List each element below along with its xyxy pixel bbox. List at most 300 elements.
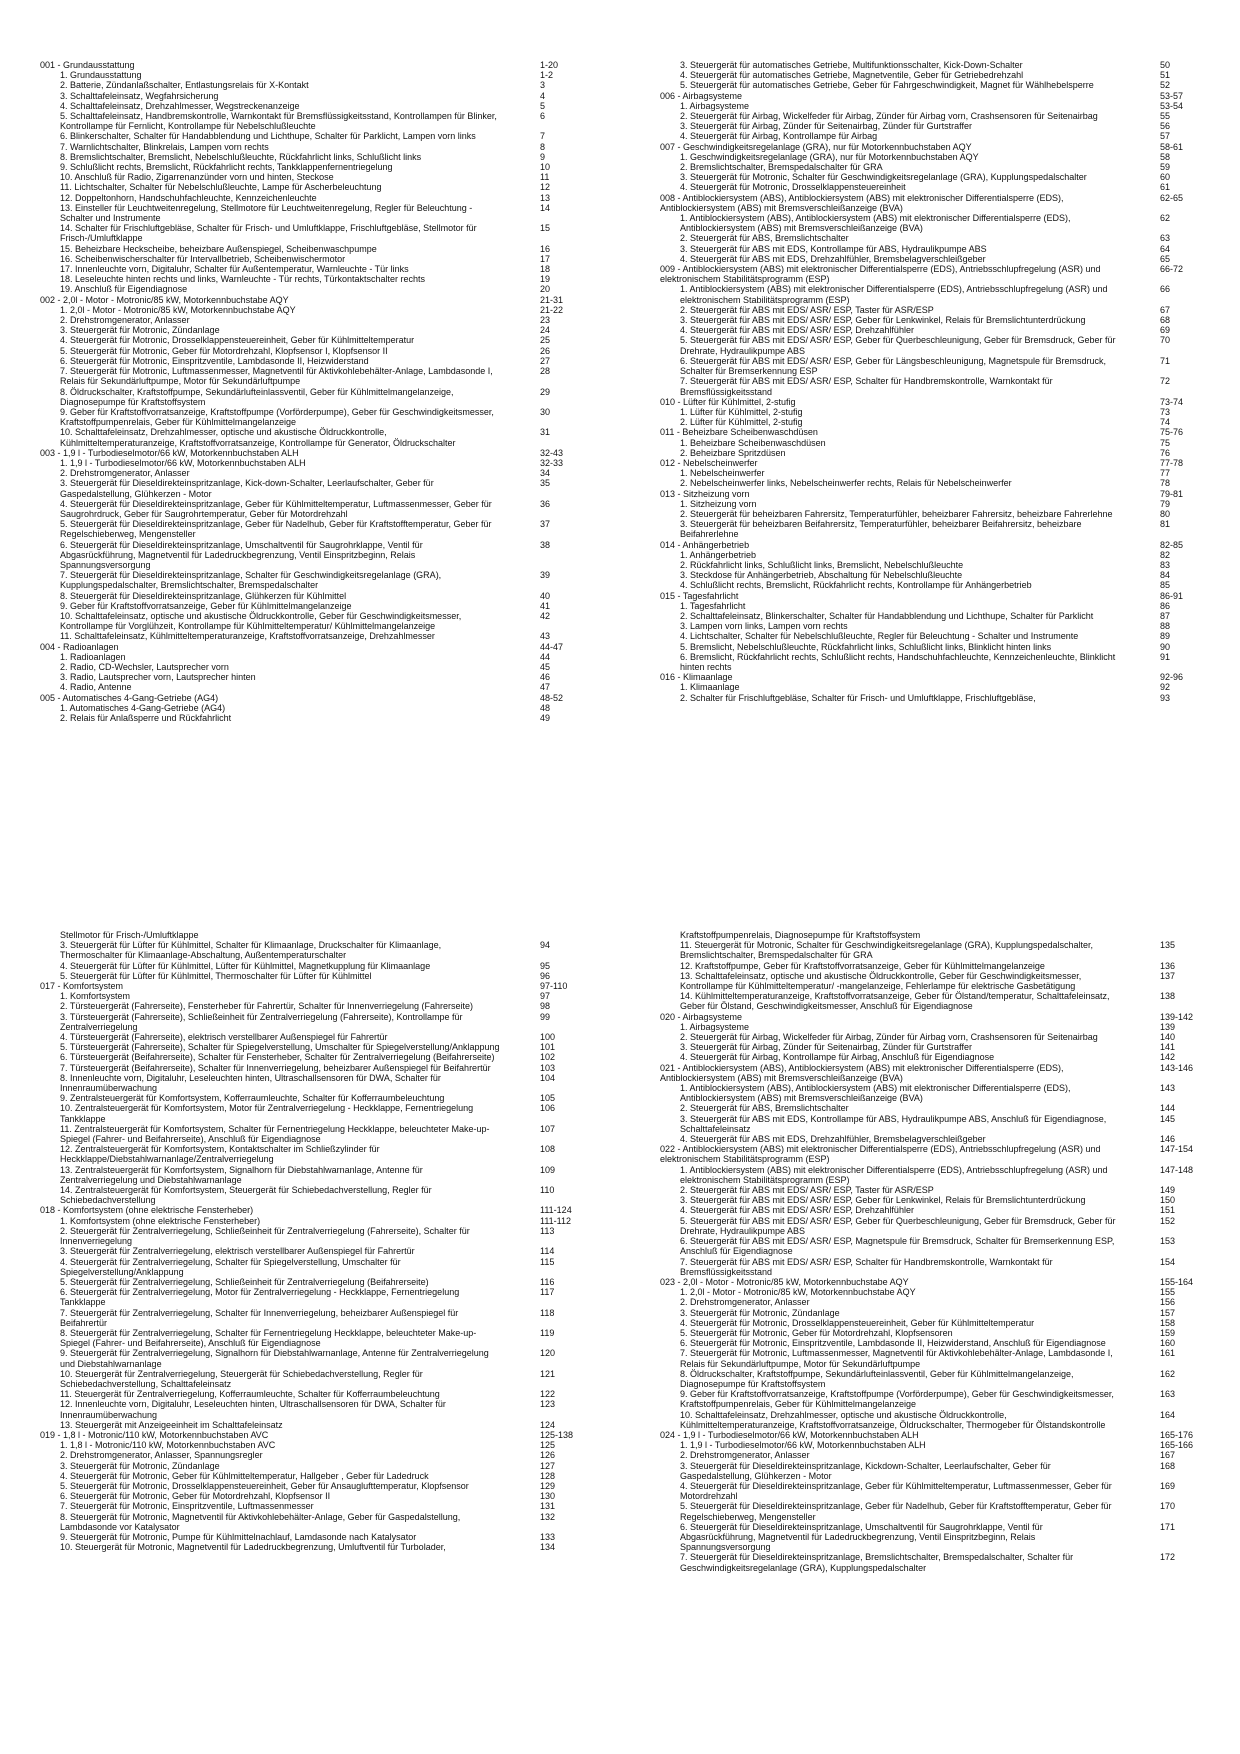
toc-entry-title: 022 - Antiblockiersystem (ABS) mit elektronischer Differentialsperre (EDS), Antriebsschlupfregelung (ASR) und elektronischem Stabilitätsprogramm (ESP) [660, 1144, 1101, 1165]
toc-entry-pages: 171 [1160, 1521, 1176, 1532]
toc-entry-title: 9. Steuergerät für Zentralverriegelung, Signalhorn für Diebstahlwarnanlage, Antenne für Zentralverriegelung und Diebstahlwarnanlage [60, 1348, 489, 1369]
toc-entry-title: 13. Zentralsteuergerät für Komfortsystem, Signalhorn für Diebstahlwarnanlage, Antenne für Zentralverriegelung und Diebstahlwarnanlage [60, 1164, 423, 1185]
toc-entry-title: 1. 2,0l - Motor - Motronic/85 kW, Motorkennbuchstabe AQY [60, 304, 296, 315]
toc-section [660, 458, 1200, 468]
toc-entry [660, 233, 1200, 243]
toc-entry-pages: 61 [1160, 182, 1171, 193]
toc-entry-title: 2. Radio, CD-Wechsler, Lautsprecher vorn [60, 661, 229, 672]
toc-entry-pages: 165-166 [1160, 1440, 1194, 1451]
toc-entry-pages: 27 [540, 355, 551, 366]
toc-entry-title: 3. Steuergerät für Motronic, Zündanlage [60, 325, 220, 336]
toc-entry-title: 2. Drehstromgenerator, Anlasser [60, 315, 190, 326]
toc-entry-title: 8. Steuergerät für Dieseldirekteinspritzanlage, Glühkerzen für Kühlmittel [60, 590, 347, 601]
toc-entry-pages: 130 [540, 1491, 556, 1502]
toc-entry-title: 020 - Airbagsysteme [660, 1011, 743, 1022]
toc-entry-pages: 117 [540, 1287, 555, 1298]
toc-entry [660, 621, 1200, 631]
toc-entry-title: 12. Kraftstoffpumpe, Geber für Kraftstoffvorratsanzeige, Geber für Kühlmittelmangelanzeige [680, 960, 1045, 971]
toc-entry [660, 560, 1200, 570]
toc-entry-title: 8. Bremslichtschalter, Bremslicht, Nebelschlußleuchte, Rückfahrlicht links, Schlußlicht links [60, 151, 422, 162]
toc-entry-pages: 75-76 [1160, 427, 1184, 438]
toc-entry [40, 80, 580, 90]
toc-section [660, 193, 1200, 213]
toc-entry-pages: 111-124 [540, 1205, 572, 1216]
toc-entry-pages: 15 [540, 223, 551, 234]
toc-entry-title: 021 - Antiblockiersystem (ABS), Antiblockiersystem (ABS) mit elektronischer Differentialsperre (EDS), Antiblockiersystem (ABS) mit Bremsverschleißanzeige (BVA) [660, 1062, 1064, 1083]
toc-entry-pages: 73 [1160, 406, 1171, 417]
toc-entry [40, 1461, 580, 1471]
toc-entry-title: 011 - Beheizbare Scheibenwaschdüsen [660, 427, 818, 438]
toc-entry-title: 5. Steuergerät für Zentralverriegelung, Schließeinheit für Zentralverriegelung (Beifahrerseite) [60, 1276, 429, 1287]
toc-entry-pages: 146 [1160, 1134, 1176, 1145]
toc-entry-title: 3. Schalttafeleinsatz, Wegfahrsicherung [60, 90, 219, 101]
toc-entry-pages: 125-138 [540, 1429, 574, 1440]
toc-section [660, 264, 1200, 284]
toc-entry-pages: 167 [1160, 1450, 1176, 1461]
toc-entry [40, 1440, 580, 1450]
toc-entry-pages: 46 [540, 672, 551, 683]
toc-entry-pages: 29 [540, 386, 551, 397]
toc-entry-title: 15. Beheizbare Heckscheibe, beheizbare Außenspiegel, Scheibenwaschpumpe [60, 243, 377, 254]
toc-entry [660, 468, 1200, 478]
toc-entry [40, 346, 580, 356]
toc-entry-pages: 21-31 [540, 294, 564, 305]
toc-entry-title: 7. Steuergerät für Motronic, Luftmassenmesser, Magnetventil für Aktivkohlebehälter-Anlage, Lambdasonde I, Relais für Sekundärluftpumpe, Motor für Sekundärluftpumpe [680, 1348, 1113, 1369]
toc-entry-pages: 160 [1160, 1338, 1176, 1349]
toc-entry-pages: 66-72 [1160, 264, 1184, 275]
toc-entry-title: 1. Komfortsystem (ohne elektrische Fensterheber) [60, 1215, 261, 1226]
toc-entry-title: 9. Geber für Kraftstoffvorratsanzeige, Kraftstoffpumpe (Vorförderpumpe), Geber für Geschwindigkeitsmesser, Kraftstoffpumpenrelais, Geber für Kühlmittelmangelanzeige [60, 406, 494, 428]
toc-entry-pages: 37 [540, 519, 551, 530]
toc-entry [40, 1542, 580, 1552]
toc-entry [660, 254, 1200, 264]
toc-entry-pages: 82-85 [1160, 539, 1184, 550]
toc-section [660, 427, 1200, 437]
toc-entry-title: 002 - 2,0l - Motor - Motronic/85 kW, Motorkennbuchstabe AQY [40, 294, 289, 305]
toc-section [40, 295, 580, 305]
toc-entry-pages: 157 [1160, 1307, 1176, 1318]
toc-entry [660, 1552, 1200, 1572]
toc-entry-title: 008 - Antiblockiersystem (ABS), Antiblockiersystem (ABS) mit elektronischer Differentialsperre (EDS), Antiblockiersystem (ABS) mit Bremsverschleißanzeige (BVA) [660, 192, 1064, 213]
toc-entry-title: 4. Steuergerät für Dieseldirekteinspritzanlage, Geber für Kühlmitteltemperatur, Luftmassenmesser, Geber für Motordrehzahl [680, 1480, 1112, 1502]
toc-entry-title: 9. Steuergerät für Motronic, Pumpe für Kühlmittelnachlauf, Lamdasonde nach Katalysator [60, 1531, 417, 1542]
toc-entry-title: 4. Steuergerät für Motronic, Drosselklappensteuereinheit [680, 182, 906, 193]
toc-entry [660, 111, 1200, 121]
toc-entry-title: 4. Steuergerät für ABS mit EDS/ ASR/ ESP, Drehzahlfühler [680, 325, 914, 336]
toc-entry-pages: 135 [1160, 940, 1176, 951]
toc-entry-pages: 20 [540, 284, 551, 295]
toc-entry-title: 9. Geber für Kraftstoffvorratsanzeige, Geber für Kühlmittelmangelanzeige [60, 600, 352, 611]
toc-entry-title: 13. Schalttafeleinsatz, optische und akustische Öldruckkontrolle, Geber für Geschwindigkeitsmesser, Kontrollampe für Kühlmitteltemperatur/ -mangelanzeige, Fehlerlampe für elektrische Gasbetätigung [680, 970, 1082, 992]
toc-entry-title: 4. Steuergerät für automatisches Getriebe, Magnetventile, Geber für Getriebedrehzahl [680, 70, 1024, 81]
toc-entry-pages: 74 [1160, 417, 1171, 428]
toc-entry [660, 693, 1200, 703]
toc-entry-title: 1. 1,9 l - Turbodieselmotor/66 kW, Motorkennbuchstaben ALH [680, 1440, 926, 1451]
toc-entry [40, 1063, 580, 1073]
toc-entry-title: 6. Steuergerät für Dieseldirekteinspritzanlage, Umschaltventil für Saugrohrklappe, Ventil für Abgasrückführung, Magnetventil für Ladedruckbegrenzung, Ventil Einspritzbeginn, Relais Spannungsversorgung [60, 539, 423, 570]
toc-entry-pages: 79-81 [1160, 488, 1184, 499]
toc-entry-pages: 125 [540, 1440, 556, 1451]
toc-entry-pages: 149 [1160, 1185, 1176, 1196]
toc-entry-pages: 102 [540, 1052, 556, 1063]
toc-entry-pages: 155 [1160, 1287, 1176, 1298]
toc-entry-pages: 34 [540, 468, 551, 479]
toc-entry [40, 1144, 580, 1164]
toc-entry [660, 1389, 1200, 1409]
toc-entry [660, 1114, 1200, 1134]
toc-entry [660, 172, 1200, 182]
toc-entry-pages: 141 [1160, 1042, 1176, 1053]
toc-entry-title: 2. Steuergerät für Airbag, Wickelfeder für Airbag, Zünder für Airbag vorn, Crashsensoren für Seitenairbag [680, 111, 1098, 122]
toc-entry-title: 8. Innenleuchte vorn, Digitaluhr, Leseleuchten hinten, Ultraschallsensoren für DWA, Schalter für Innenraumüberwachung [60, 1072, 441, 1094]
toc-entry-title: 3. Steuergerät für Zentralverriegelung, elektrisch verstellbarer Außenspiegel für Fahrertür [60, 1246, 415, 1257]
toc-entry-title: 2. Batterie, Zündanlaßschalter, Entlastungsrelais für X-Kontakt [60, 80, 309, 91]
toc-entry-title: 6. Steuergerät für ABS mit EDS/ ASR/ ESP, Geber für Längsbeschleunigung, Magnetspule für Bremsdruck, Schalter für Bremserkennung ESP [680, 355, 1107, 377]
toc-entry [40, 540, 580, 571]
toc-entry [40, 971, 580, 981]
toc-entry-pages: 172 [1160, 1552, 1176, 1563]
toc-entry-title: 13. Steuergerät mit Anzeigeeinheit im Schalttafeleinsatz [60, 1419, 283, 1430]
toc-entry-title: 10. Steuergerät für Motronic, Magnetventil für Ladedruckbegrenzung, Umluftventil für Turbolader, [60, 1542, 446, 1553]
toc-entry-pages: 78 [1160, 478, 1171, 489]
toc-section [660, 672, 1200, 682]
toc-entry-title: 4. Steuergerät für Motronic, Drosselklappensteuereinheit, Geber für Kühlmitteltemperatur [680, 1317, 1035, 1328]
toc-entry [40, 1277, 580, 1287]
toc-entry [660, 1052, 1200, 1062]
toc-entry-pages: 19 [540, 274, 551, 285]
toc-entry [40, 335, 580, 345]
toc-entry [40, 1052, 580, 1062]
toc-entry [660, 1481, 1200, 1501]
toc-entry-pages: 147-148 [1160, 1164, 1194, 1175]
toc-entry [40, 101, 580, 111]
toc-entry [40, 1001, 580, 1011]
toc-entry-pages: 116 [540, 1276, 555, 1287]
toc-entry [40, 1532, 580, 1542]
toc-entry-title: 2. Nebelscheinwerfer links, Nebelscheinwerfer rechts, Relais für Nebelscheinwerfer [680, 478, 1012, 489]
toc-entry-title: 2. Steuergerät für Zentralverriegelung, Schließeinheit für Zentralverriegelung (Fahrerseite), Schalter für Innenverriegelung [60, 1225, 470, 1247]
toc-entry-title: 4. Steuergerät für ABS mit EDS, Drehzahlfühler, Bremsbelagverschleißgeber [680, 253, 986, 264]
toc-entry-title: 14. Schalter für Frischluftgebläse, Schalter für Frisch- und Umluftklappe, Frischluftgebläse, Stellmotor für Frisch-/Umluftklappe [60, 223, 477, 244]
toc-entry-pages: 48-52 [540, 692, 564, 703]
toc-entry-title: 10. Steuergerät für Zentralverriegelung, Steuergerät für Schiebedachverstellung, Regler für Schiebedachverstellung, Schalttafeleinsatz [60, 1368, 423, 1389]
toc-entry-title: 2. Steuergerät für ABS, Bremslichtschalter [680, 1103, 849, 1114]
toc-section [660, 591, 1200, 601]
toc-entry-pages: 40 [540, 590, 551, 601]
toc-entry-pages: 65 [1160, 253, 1171, 264]
toc-entry-pages: 154 [1160, 1256, 1176, 1267]
toc-entry-pages: 101 [540, 1042, 556, 1053]
toc-entry-title: 010 - Lüfter für Kühlmittel, 2-stufig [660, 396, 796, 407]
toc-section [40, 1205, 580, 1215]
toc-entry [660, 1328, 1200, 1338]
toc-entry-pages: 1-20 [540, 60, 559, 70]
toc-entry-pages: 53-54 [1160, 100, 1184, 111]
toc-entry [660, 315, 1200, 325]
toc-entry [40, 672, 580, 682]
toc-entry [660, 519, 1200, 539]
toc-entry [40, 1103, 580, 1123]
toc-entry [40, 254, 580, 264]
toc-entry-pages: 9 [540, 151, 546, 162]
toc-entry-title: 007 - Geschwindigkeitsregelanlage (GRA), nur für Motorkennbuchstaben AQY [660, 141, 972, 152]
toc-entry-title: 19. Anschluß für Eigendiagnose [60, 284, 188, 295]
toc-entry-title: 4. Schlußlicht rechts, Bremslicht, Rückfahrlicht rechts, Kontrollampe für Anhängerbetrieb [680, 580, 1032, 591]
toc-entry-title: 3. Steuergerät für Dieseldirekteinspritzanlage, Kick-down-Schalter, Leerlaufschalter, Geber für Gaspedalstellung, Glühkerzen - Motor [60, 478, 434, 499]
toc-entry-title: 2. Steuergerät für beheizbaren Fahrersitz, Temperaturfühler, beheizbarer Fahrersitz, beheizbare Fahrerlehne [680, 508, 1113, 519]
toc-entry-pages: 153 [1160, 1236, 1176, 1247]
toc-entry-title: 7. Warnlichtschalter, Blinkrelais, Lampen vorn rechts [60, 141, 269, 152]
toc-entry [660, 1165, 1200, 1185]
toc-entry-pages: 86-91 [1160, 590, 1184, 601]
toc-entry-pages: 38 [540, 539, 551, 550]
toc-entry [660, 325, 1200, 335]
toc-entry [40, 152, 580, 162]
toc-entry-title: 1. Airbagsysteme [680, 1021, 750, 1032]
toc-entry [660, 1338, 1200, 1348]
toc-entry-pages: 134 [540, 1542, 556, 1553]
toc-entry-pages: 56 [1160, 121, 1171, 132]
toc-section [660, 142, 1200, 152]
toc-entry-pages: 124 [540, 1419, 556, 1430]
toc-entry [40, 1257, 580, 1277]
toc-entry-pages: 12 [540, 182, 551, 193]
toc-entry-title: 7. Türsteuergerät (Beifahrerseite), Schalter für Innenverriegelung, beheizbarer Außenspiegel für Beifahrertür [60, 1062, 491, 1073]
toc-section [40, 1430, 580, 1440]
toc-entry-title: 2. Rückfahrlicht links, Schlußlicht links, Bremslicht, Nebelschlußleuchte [680, 559, 964, 570]
toc-entry [40, 961, 580, 971]
toc-entry-title: 018 - Komfortsystem (ohne elektrische Fensterheber) [40, 1205, 254, 1216]
toc-entry-pages: 58-61 [1160, 141, 1184, 152]
toc-entry-title: 11. Lichtschalter, Schalter für Nebelschlußleuchte, Lampe für Ascherbeleuchtung [60, 182, 382, 193]
toc-entry [660, 1216, 1200, 1236]
toc-entry-title: 4. Steuergerät für Lüfter für Kühlmittel, Lüfter für Kühlmittel, Magnetkupplung für Klimaanlage [60, 960, 431, 971]
toc-entry-title: 4. Steuergerät für ABS mit EDS/ ASR/ ESP, Drehzahlfühler [680, 1205, 914, 1216]
toc-entry-pages: 126 [540, 1450, 556, 1461]
toc-entry [660, 438, 1200, 448]
toc-entry-pages: 53-57 [1160, 90, 1184, 101]
toc-entry-title: 8. Steuergerät für Motronic, Magnetventil für Aktivkohlebehälter-Anlage, Geber für Gaspedalstellung, Lambdasonde vor Katalysator [60, 1511, 461, 1532]
toc-entry [660, 631, 1200, 641]
toc-entry-pages: 93 [1160, 692, 1171, 703]
toc-entry-pages: 73-74 [1160, 396, 1184, 407]
toc-entry-title: 4. Steuergerät für Airbag, Kontrollampe für Airbag, Anschluß für Eigendiagnose [680, 1052, 995, 1063]
toc-entry-title: 1. Antiblockiersystem (ABS), Antiblockiersystem (ABS) mit elektronischer Differentialsperre (EDS), Antiblockiersystem (ABS) mit Bremsverschleißanzeige (BVA) [680, 213, 1071, 234]
toc-entry-title: 009 - Antiblockiersystem (ABS) mit elektronischer Differentialsperre (EDS), Antriebsschlupfregelung (ASR) und elektronischem Stabilitätsprogramm (ESP) [660, 264, 1101, 285]
toc-section [660, 1012, 1200, 1022]
toc-entry [660, 305, 1200, 315]
toc-entry-title: 16. Scheibenwischerschalter für Intervallbetrieb, Scheibenwischermotor [60, 253, 346, 264]
toc-entry-title: 5. Steuergerät für Motronic, Geber für Motordrehzahl, Klopfsensor I, Klopfsensor II [60, 345, 388, 356]
toc-entry-pages: 96 [540, 970, 551, 981]
toc-entry-pages: 97-110 [540, 981, 568, 992]
toc-entry [40, 1348, 580, 1368]
toc-entry-pages: 170 [1160, 1501, 1176, 1512]
toc-entry-pages: 110 [540, 1185, 555, 1196]
toc-entry-title: 006 - Airbagsysteme [660, 90, 743, 101]
toc-entry-pages: 59 [1160, 162, 1171, 173]
toc-entry-title: 10. Anschluß für Radio, Zigarrenanzünder vorn und hinten, Steckose [60, 172, 334, 183]
toc-entry-title: 6. Blinkerschalter, Schalter für Handabblendung und Lichthupe, Schalter für Parklicht, Lampen vorn links [60, 131, 476, 142]
toc-entry [40, 601, 580, 611]
toc-entry-pages: 144 [1160, 1103, 1176, 1114]
toc-entry-pages: 76 [1160, 447, 1171, 458]
toc-entry-title: 1. Nebelscheinwerfer [680, 468, 765, 479]
toc-entry-title: 2. Steuergerät für Airbag, Wickelfeder für Airbag, Zünder für Airbag vorn, Crashsensoren für Seitenairbag [680, 1032, 1098, 1043]
toc-entry [40, 1481, 580, 1491]
toc-entry-pages: 119 [540, 1327, 555, 1338]
toc-entry-pages: 25 [540, 335, 551, 346]
toc-entry-pages: 52 [1160, 80, 1171, 91]
toc-entry [660, 971, 1200, 991]
toc-entry-pages: 6 [540, 111, 546, 122]
toc-entry [660, 335, 1200, 355]
toc-entry [660, 1287, 1200, 1297]
toc-entry-pages: 43 [540, 631, 551, 642]
toc-entry-title: 3. Steuergerät für ABS mit EDS, Kontrollampe für ABS, Hydraulikpumpe ABS [680, 243, 987, 254]
toc-entry-pages: 164 [1160, 1409, 1176, 1420]
toc-entry-title: 5. Steuergerät für Motronic, Geber für Motordrehzahl, Klopfsensoren [680, 1327, 953, 1338]
toc-entry [40, 131, 580, 141]
toc-entry [40, 315, 580, 325]
toc-section [660, 1063, 1200, 1083]
toc-entry-title: 1. Radioanlagen [60, 651, 126, 662]
toc-entry-title: 3. Steuergerät für ABS mit EDS/ ASR/ ESP, Geber für Lenkwinkel, Relais für Bremslichtunterdrückung [680, 315, 1086, 326]
toc-entry-pages: 16 [540, 243, 551, 254]
toc-entry-pages: 89 [1160, 631, 1171, 642]
toc-entry-title: 019 - 1,8 l - Motronic/110 kW, Motorkennbuchstaben AVC [40, 1429, 269, 1440]
toc-entry-pages: 48 [540, 702, 551, 713]
toc-entry [660, 611, 1200, 621]
toc-entry-pages: 133 [540, 1531, 556, 1542]
toc-entry [40, 172, 580, 182]
toc-entry [660, 1083, 1200, 1103]
toc-entry-title: 7. Steuergerät für ABS mit EDS/ ASR/ ESP, Schalter für Handbremskontrolle, Warnkontakt für Bremsflüssigkeitsstand [680, 1256, 1053, 1277]
toc-entry-pages: 105 [540, 1093, 556, 1104]
toc-entry-title: 023 - 2,0l - Motor - Motronic/85 kW, Motorkennbuchstabe AQY [660, 1276, 909, 1287]
toc-entry-title: 5. Bremslicht, Nebelschlußleuchte, Rückfahrlicht links, Schlußlicht links, Blinklicht hinten links [680, 641, 1052, 652]
toc-entry [660, 1195, 1200, 1205]
toc-entry-title: 012 - Nebelscheinwerfer [660, 457, 758, 468]
toc-entry-title: 10. Schalttafeleinsatz, Drehzahlmesser, optische und akustische Öldruckkontrolle, Kühlmitteltemperaturanzeige, Kraftstoffvorratsanzeige, Kontrollampe für Generator, Öldruckschalter [60, 427, 456, 448]
toc-entry [660, 601, 1200, 611]
toc-entry-pages: 60 [1160, 172, 1171, 183]
toc-entry-pages: 123 [540, 1399, 556, 1410]
toc-entry [40, 1471, 580, 1481]
toc-entry-pages: 83 [1160, 559, 1171, 570]
toc-entry-title: 4. Steuergerät für Dieseldirekteinspritzanlage, Geber für Kühlmitteltemperatur, Luftmassenmesser, Geber für Saugrohrdruck, Geber für Saugrohrtemperatur, Geber für Motordrehzahl [60, 498, 492, 519]
toc-entry [40, 274, 580, 284]
toc-entry-title: 5. Türsteuergerät (Fahrerseite), Schalter für Spiegelverstellung, Umschalter für Spiegelverstellung/Anklappung [60, 1042, 500, 1053]
toc-entry [660, 509, 1200, 519]
toc-entry [660, 1236, 1200, 1256]
toc-entry [660, 152, 1200, 162]
toc-entry [660, 642, 1200, 652]
toc-entry-pages: 136 [1160, 960, 1176, 971]
toc-entry-title: 2. Drehstromgenerator, Anlasser, Spannungsregler [60, 1450, 263, 1461]
toc-entry-title: 024 - 1,9 l - Turbodieselmotor/66 kW, Motorkennbuchstaben ALH [660, 1429, 919, 1440]
toc-entry [40, 356, 580, 366]
toc-entry [660, 213, 1200, 233]
toc-entry-title: 9. Geber für Kraftstoffvorratsanzeige, Kraftstoffpumpe (Vorförderpumpe), Geber für Geschwindigkeitsmesser, Kraftstoffpumpenrelais, Geber für Kühlmittelmangelanzeige [680, 1389, 1114, 1410]
toc-entry-title: 7. Steuergerät für Zentralverriegelung, Schalter für Innenverriegelung, beheizbarer Außenspiegel für Beifahrertür [60, 1307, 459, 1328]
toc-entry [40, 1287, 580, 1307]
toc-entry [40, 478, 580, 498]
toc-section [40, 981, 580, 991]
toc-entry-title: 1. Beheizbare Scheibenwaschdüsen [680, 437, 826, 448]
toc-entry-pages: 57 [1160, 131, 1171, 142]
toc-entry-pages: 51 [1160, 70, 1171, 81]
toc-entry-title: 5. Steuergerät für automatisches Getriebe, Geber für Fahrgeschwindigkeit, Magnet für Wählhebelsperre [680, 80, 1094, 91]
toc-entry [660, 580, 1200, 590]
toc-entry [40, 193, 580, 203]
toc-entry [660, 244, 1200, 254]
toc-entry [660, 1297, 1200, 1307]
toc-entry [40, 162, 580, 172]
toc-entry-pages: 44-47 [540, 641, 564, 652]
toc-entry [660, 376, 1200, 396]
toc-entry-title: 8. Öldruckschalter, Kraftstoffpumpe, Sekundärlufteinlassventil, Geber für Kühlmittelmangelanzeige, Diagnosepumpe für Kraftstoffsystem [680, 1368, 1074, 1389]
toc-entry-title: 015 - Tagesfahrlicht [660, 590, 739, 601]
toc-entry-pages: 91 [1160, 651, 1171, 662]
toc-entry-pages: 28 [540, 366, 551, 377]
toc-entry-pages: 106 [540, 1103, 556, 1114]
toc-entry [40, 142, 580, 152]
toc-entry [660, 1501, 1200, 1521]
toc-entry-title: 12. Doppeltonhorn, Handschuhfachleuchte, Kennzeichenleuchte [60, 192, 317, 203]
toc-entry-title: 1. Tagesfahrlicht [680, 600, 746, 611]
toc-entry-title: 001 - Grundausstattung [40, 60, 135, 70]
toc-entry-pages: 169 [1160, 1480, 1176, 1491]
toc-entry-pages: 17 [540, 253, 551, 264]
toc-entry-title: 12. Innenleuchte vorn, Digitaluhr, Leseleuchten hinten, Ultraschallsensoren für DWA, Schalter für Innenraumüberwachung [60, 1399, 446, 1420]
toc-entry-pages: 159 [1160, 1327, 1176, 1338]
toc-entry-title: 1. Komfortsystem [60, 991, 131, 1002]
toc-entry [40, 1450, 580, 1460]
toc-entry [40, 182, 580, 192]
toc-entry-pages: 75 [1160, 437, 1171, 448]
toc-entry-title: Kraftstoffpumpenrelais, Diagnosepumpe für Kraftstoffsystem [680, 930, 921, 940]
toc-entry [660, 182, 1200, 192]
toc-entry-title: 3. Türsteuergerät (Fahrerseite), Schließeinheit für Zentralverriegelung (Fahrerseite), Kontrollampe für Zentralverriegelung [60, 1011, 463, 1032]
toc-entry-title: 2. Steuergerät für ABS mit EDS/ ASR/ ESP, Taster für ASR/ESP [680, 1185, 934, 1196]
toc-entry-pages: 163 [1160, 1389, 1176, 1400]
toc-entry-pages: 39 [540, 570, 551, 581]
toc-entry [40, 591, 580, 601]
toc-entry-title: 6. Steuergerät für Zentralverriegelung, Motor für Zentralverriegelung - Heckklappe, Fernentriegelung Tankklappe [60, 1287, 460, 1308]
toc-entry-title: 8. Öldruckschalter, Kraftstoffpumpe, Sekundärlufteinlassventil, Geber für Kühlmittelmangelanzeige, Diagnosepumpe für Kraftstoffsystem [60, 386, 454, 407]
toc-entry-title: 7. Steuergerät für Dieseldirekteinspritzanlage, Bremslichtschalter, Bremspedalschalter, Schalter für Geschwindigkeitsregelanlage (GRA), Kupplungspedalschalter [680, 1552, 1074, 1573]
toc-entry-title: 5. Steuergerät für Motronic, Drosselklappensteuereinheit, Geber für Ansauglufttemperatur, Klopfsensor [60, 1480, 469, 1491]
toc-entry [660, 1185, 1200, 1195]
toc-entry-title: 6. Bremslicht, Rückfahrlicht rechts, Schlußlicht rechts, Handschuhfachleuchte, Kennzeichenleuchte, Blinklicht hinten rechts [680, 651, 1116, 672]
toc-entry-title: 3. Steuergerät für Motronic, Schalter für Geschwindigkeitsregelanlage (GRA), Kupplungspedalschalter [680, 172, 1087, 183]
toc-entry-title: 3. Steuergerät für ABS mit EDS/ ASR/ ESP, Geber für Lenkwinkel, Relais für Bremslichtunterdrückung [680, 1195, 1086, 1206]
toc-entry-pages: 122 [540, 1389, 556, 1400]
toc-entry-title: 5. Steuergerät für ABS mit EDS/ ASR/ ESP, Geber für Querbeschleunigung, Geber für Bremsdruck, Geber für Drehrate, Hydraulikpumpe ABS [680, 335, 1116, 356]
toc-entry-title: 6. Steuergerät für Dieseldirekteinspritzanlage, Umschaltventil für Saugrohrklappe, Ventil für Abgasrückführung, Magnetventil für Ladedruckbegrenzung, Ventil Einspritzbeginn, Relais Spannungsversorgung [680, 1521, 1043, 1553]
toc-entry [660, 1205, 1200, 1215]
toc-entry-pages: 145 [1160, 1113, 1176, 1124]
toc-entry-title: 2. Lüfter für Kühlmittel, 2-stufig [680, 417, 803, 428]
toc-entry-title: 1. Geschwindigkeitsregelanlage (GRA), nur für Motorkennbuchstaben AQY [680, 151, 979, 162]
toc-column-top-right [660, 60, 1200, 703]
toc-entry-title: 6. Steuergerät für Motronic, Geber für Motordrehzahl, Klopfsensor II [60, 1491, 331, 1502]
toc-entry-title: 013 - Sitzheizung vorn [660, 488, 750, 499]
toc-entry-pages: 18 [540, 264, 551, 275]
toc-entry-title: 014 - Anhängerbetrieb [660, 539, 750, 550]
toc-entry-pages: 161 [1160, 1348, 1176, 1359]
